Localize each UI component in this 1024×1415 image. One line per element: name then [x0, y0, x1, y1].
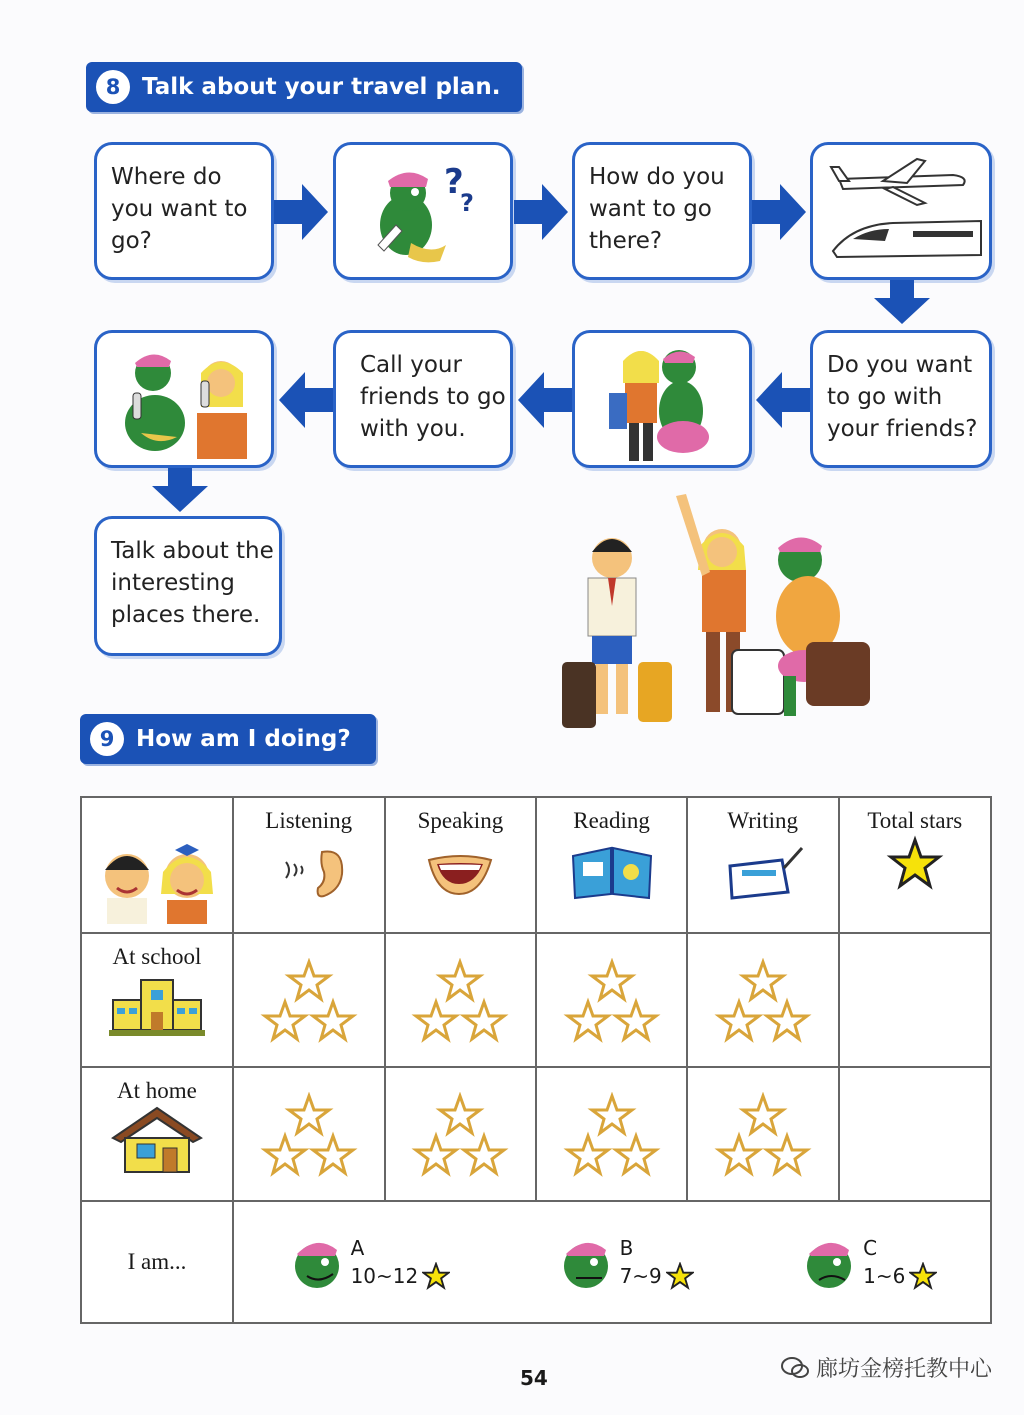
arrow-left-icon — [277, 370, 333, 430]
section-9-header — [80, 714, 376, 764]
star-icon — [885, 834, 945, 894]
step-places-text: Talk about the interesting places there. — [111, 538, 274, 628]
rating-grade: C — [863, 1236, 878, 1260]
rating-stars-icon[interactable] — [713, 1092, 813, 1182]
rating-legend — [234, 1230, 990, 1294]
svg-text:?: ? — [460, 189, 474, 217]
row-header-at-home — [81, 1067, 233, 1201]
ear-icon — [264, 834, 354, 904]
star-icon — [422, 1262, 450, 1290]
rating-b — [556, 1230, 694, 1294]
star-group-school-listening[interactable] — [233, 933, 385, 1067]
step-how-box — [572, 142, 752, 280]
dino-face-icon — [287, 1230, 347, 1294]
rating-c — [799, 1230, 937, 1294]
rating-range: 10~12 — [350, 1264, 419, 1288]
step-where-box — [94, 142, 274, 280]
row-header-i-am — [81, 1201, 233, 1323]
row-label-at-school: At school — [112, 944, 202, 969]
column-label-total-stars: Total stars — [867, 808, 963, 833]
thinking-dino-icon — [336, 145, 510, 277]
dino-face-icon — [556, 1230, 616, 1294]
star-icon — [909, 1262, 937, 1290]
section-number: 8 — [96, 70, 130, 104]
step-call-text: Call your friends to go with you. — [360, 352, 506, 442]
section-8-header — [86, 62, 522, 112]
rating-stars-icon[interactable] — [562, 958, 662, 1048]
rating-stars-icon[interactable] — [562, 1092, 662, 1182]
arrow-down-icon — [150, 468, 210, 514]
star-group-school-writing[interactable] — [687, 933, 839, 1067]
dino-face-icon — [799, 1230, 859, 1294]
step-how-text: How do you want to go there? — [589, 164, 725, 254]
step-call-box — [333, 330, 513, 468]
step-phone-box — [94, 330, 274, 468]
arrow-left-icon — [754, 370, 810, 430]
step-transport-box — [810, 142, 992, 280]
section-title: How am I doing? — [136, 726, 351, 752]
arrow-left-icon — [516, 370, 572, 430]
arrow-right-icon — [274, 182, 330, 242]
row-header-at-school — [81, 933, 233, 1067]
total-school-cell[interactable] — [839, 933, 991, 1067]
rating-stars-icon[interactable] — [410, 958, 510, 1048]
arrow-right-icon — [752, 182, 808, 242]
column-label-reading: Reading — [573, 808, 650, 833]
section-title: Talk about your travel plan. — [142, 74, 501, 100]
column-label-listening: Listening — [265, 808, 353, 833]
listening-header-cell — [233, 797, 385, 933]
rating-stars-icon[interactable] — [410, 1092, 510, 1182]
section-number: 9 — [90, 722, 124, 756]
step-hug-box — [572, 330, 752, 468]
step-thinking-box — [333, 142, 513, 280]
book-icon — [567, 834, 657, 904]
rating-stars-icon[interactable] — [259, 1092, 359, 1182]
speaking-header-cell — [385, 797, 537, 933]
rating-legend-cell — [233, 1201, 991, 1323]
writing-pad-icon — [718, 834, 808, 904]
travellers-illustration — [552, 486, 882, 746]
mouth-icon — [415, 834, 505, 904]
star-group-home-listening[interactable] — [233, 1067, 385, 1201]
star-group-home-writing[interactable] — [687, 1067, 839, 1201]
rating-range: 7~9 — [619, 1264, 662, 1288]
row-label-i-am: I am... — [127, 1249, 187, 1274]
friends-hug-icon — [575, 333, 749, 465]
star-icon — [666, 1262, 694, 1290]
reading-header-cell — [536, 797, 687, 933]
svg-text:?: ? — [444, 162, 464, 202]
rating-grade: A — [350, 1236, 365, 1260]
rating-stars-icon[interactable] — [713, 958, 813, 1048]
total-home-cell[interactable] — [839, 1067, 991, 1201]
watermark-text: 廊坊金榜托教中心 — [815, 1357, 992, 1382]
total-stars-header-cell — [839, 797, 991, 933]
rating-stars-icon[interactable] — [259, 958, 359, 1048]
house-icon — [107, 1104, 207, 1176]
writing-header-cell — [687, 797, 839, 933]
wechat-icon — [780, 1355, 810, 1381]
column-label-writing: Writing — [727, 808, 799, 833]
star-group-school-speaking[interactable] — [385, 933, 537, 1067]
kids-icon — [87, 798, 227, 926]
rating-range: 1~6 — [863, 1264, 906, 1288]
step-friends-text: Do you want to go with your friends? — [827, 352, 978, 442]
rating-grade: B — [619, 1236, 634, 1260]
column-label-speaking: Speaking — [417, 808, 504, 833]
arrow-down-icon — [872, 280, 932, 326]
star-group-school-reading[interactable] — [536, 933, 687, 1067]
school-icon — [107, 970, 207, 1040]
star-group-home-reading[interactable] — [536, 1067, 687, 1201]
kids-header-cell — [81, 797, 233, 933]
phone-call-icon — [97, 333, 271, 465]
watermark — [780, 1352, 992, 1383]
plane-train-icon — [813, 145, 989, 277]
step-friends-box — [810, 330, 992, 468]
star-group-home-speaking[interactable] — [385, 1067, 537, 1201]
arrow-right-icon — [514, 182, 570, 242]
rating-a — [287, 1230, 451, 1294]
page-number: 54 — [520, 1366, 548, 1390]
self-evaluation-table — [80, 796, 992, 1324]
step-places-box — [94, 516, 282, 656]
row-label-at-home: At home — [117, 1078, 197, 1103]
step-where-text: Where do you want to go? — [111, 164, 248, 254]
